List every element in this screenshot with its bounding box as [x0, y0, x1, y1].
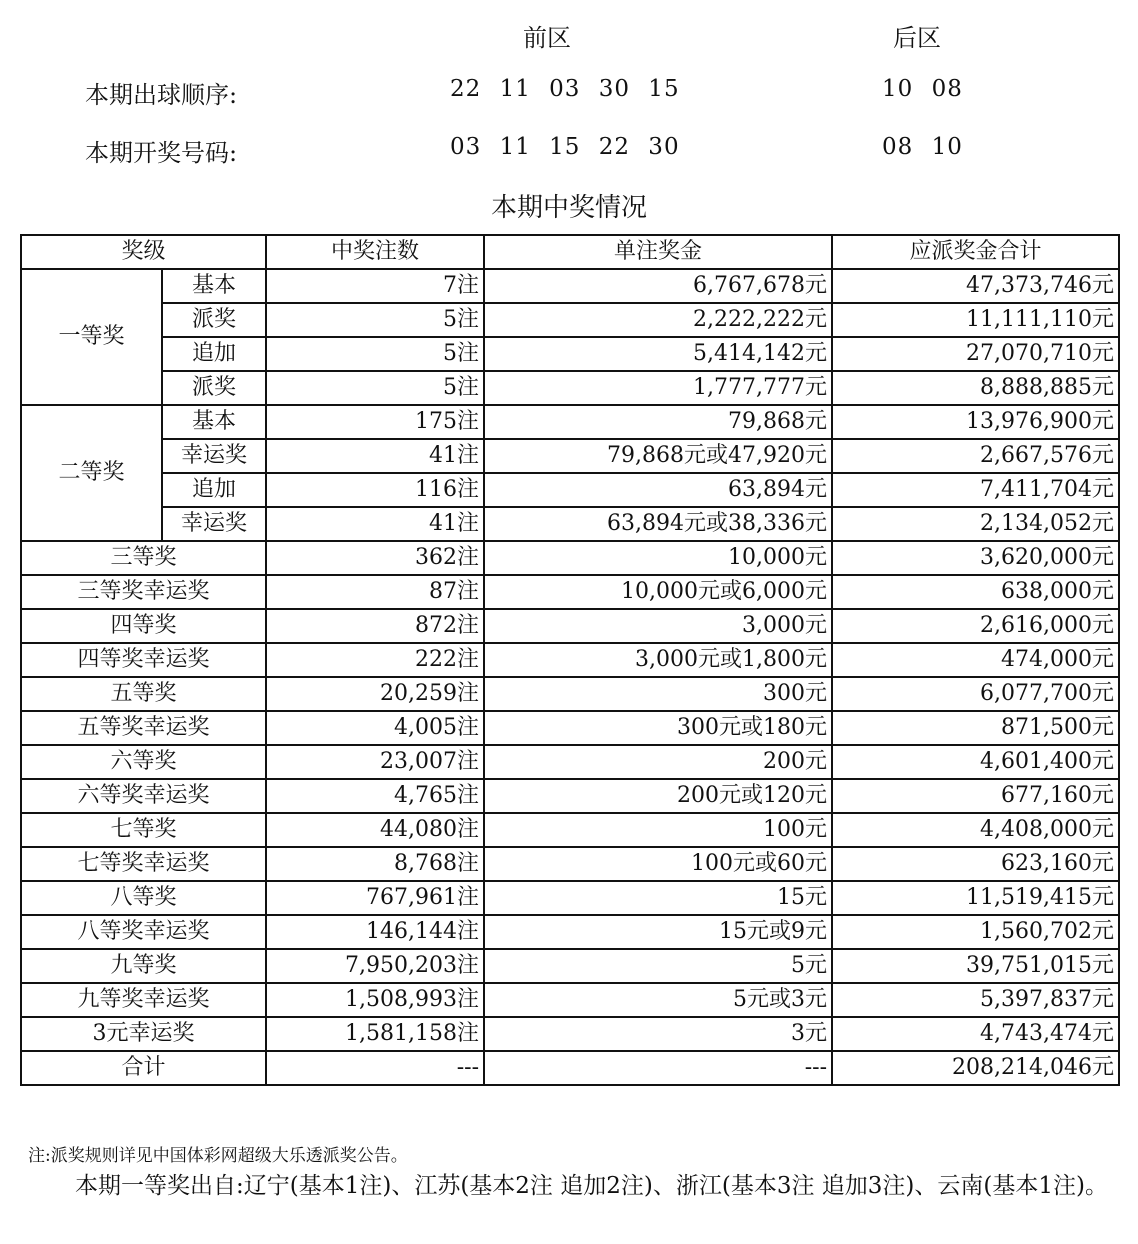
count-cell: 5注 — [266, 337, 484, 371]
count-cell: 44,080注 — [266, 813, 484, 847]
unit-prize-cell: 2,222,222元 — [484, 303, 832, 337]
prize-level-cell: 五等奖 — [21, 677, 266, 711]
prize-level-cell: 3元幸运奖 — [21, 1017, 266, 1051]
header-level: 奖级 — [21, 235, 266, 269]
unit-prize-cell: 100元或60元 — [484, 847, 832, 881]
prize-level-cell: 六等奖幸运奖 — [21, 779, 266, 813]
count-cell: 8,768注 — [266, 847, 484, 881]
table-row — [21, 1017, 1119, 1051]
total-count: --- — [266, 1051, 484, 1085]
sub-level: 派奖 — [162, 371, 266, 405]
prize-level-cell: 六等奖 — [21, 745, 266, 779]
table-header-row — [21, 235, 1119, 269]
table-row — [21, 779, 1119, 813]
prize-level-cell: 九等奖幸运奖 — [21, 983, 266, 1017]
unit-prize-cell: 3,000元 — [484, 609, 832, 643]
count-cell: 20,259注 — [266, 677, 484, 711]
table-row — [21, 371, 1119, 405]
count-cell: 41注 — [266, 507, 484, 541]
unit-prize-cell: 79,868元或47,920元 — [484, 439, 832, 473]
prize-level-cell: 八等奖 — [21, 881, 266, 915]
unit-prize-cell: 63,894元 — [484, 473, 832, 507]
total-prize-cell: 6,077,700元 — [832, 677, 1119, 711]
section-title: 本期中奖情况 — [490, 193, 647, 223]
total-prize-cell: 11,111,110元 — [832, 303, 1119, 337]
sub-level: 幸运奖 — [162, 439, 266, 473]
total-prize-cell: 871,500元 — [832, 711, 1119, 745]
unit-prize-cell: 5元或3元 — [484, 983, 832, 1017]
unit-prize-cell: 10,000元或6,000元 — [484, 575, 832, 609]
prize-level-cell: 七等奖幸运奖 — [21, 847, 266, 881]
total-prize-cell: 4,601,400元 — [832, 745, 1119, 779]
count-cell: 116注 — [266, 473, 484, 507]
unit-prize-cell: 1,777,777元 — [484, 371, 832, 405]
table-row — [21, 337, 1119, 371]
total-prize-cell: 5,397,837元 — [832, 983, 1119, 1017]
count-cell: 7,950,203注 — [266, 949, 484, 983]
table-row — [21, 303, 1119, 337]
sub-level: 追加 — [162, 337, 266, 371]
prize-table — [20, 234, 1120, 1086]
winning-front-numbers: 03 11 15 22 30 — [450, 134, 680, 160]
count-cell: 767,961注 — [266, 881, 484, 915]
total-prize-cell: 27,070,710元 — [832, 337, 1119, 371]
count-cell: 146,144注 — [266, 915, 484, 949]
total-prize-cell: 4,408,000元 — [832, 813, 1119, 847]
second-prize-label: 二等奖 — [21, 405, 162, 541]
count-cell: 5注 — [266, 371, 484, 405]
total-prize-cell: 11,519,415元 — [832, 881, 1119, 915]
total-prize-cell: 2,667,576元 — [832, 439, 1119, 473]
table-row — [21, 711, 1119, 745]
table-row — [21, 915, 1119, 949]
prize-level-cell: 七等奖 — [21, 813, 266, 847]
unit-prize-cell: 6,767,678元 — [484, 269, 832, 303]
count-cell: 41注 — [266, 439, 484, 473]
table-row — [21, 643, 1119, 677]
unit-prize-cell: 15元或9元 — [484, 915, 832, 949]
winning-back-numbers: 08 10 — [882, 134, 963, 160]
back-zone-label: 后区 — [893, 24, 941, 52]
total-prize-cell: 47,373,746元 — [832, 269, 1119, 303]
total-label: 合计 — [21, 1051, 266, 1085]
unit-prize-cell: 100元 — [484, 813, 832, 847]
table-row — [21, 473, 1119, 507]
count-cell: 4,765注 — [266, 779, 484, 813]
unit-prize-cell: 10,000元 — [484, 541, 832, 575]
count-cell: 87注 — [266, 575, 484, 609]
total-unit: --- — [484, 1051, 832, 1085]
sub-level: 追加 — [162, 473, 266, 507]
prize-level-cell: 三等奖 — [21, 541, 266, 575]
unit-prize-cell: 200元或120元 — [484, 779, 832, 813]
header-count: 中奖注数 — [266, 235, 484, 269]
total-prize-cell: 2,616,000元 — [832, 609, 1119, 643]
draw-order-label: 本期出球顺序: — [85, 81, 238, 109]
unit-prize-cell: 5元 — [484, 949, 832, 983]
count-cell: 5注 — [266, 303, 484, 337]
table-row — [21, 405, 1119, 439]
unit-prize-cell: 300元 — [484, 677, 832, 711]
first-prize-label: 一等奖 — [21, 269, 162, 405]
total-prize-cell: 7,411,704元 — [832, 473, 1119, 507]
prize-level-cell: 九等奖 — [21, 949, 266, 983]
total-prize-cell: 638,000元 — [832, 575, 1119, 609]
table-row — [21, 541, 1119, 575]
table-row — [21, 881, 1119, 915]
sub-level: 派奖 — [162, 303, 266, 337]
prize-level-cell: 四等奖幸运奖 — [21, 643, 266, 677]
table-row — [21, 847, 1119, 881]
table-row — [21, 983, 1119, 1017]
total-prize-cell: 623,160元 — [832, 847, 1119, 881]
total-prize-cell: 2,134,052元 — [832, 507, 1119, 541]
count-cell: 7注 — [266, 269, 484, 303]
table-row — [21, 269, 1119, 303]
unit-prize-cell: 3元 — [484, 1017, 832, 1051]
total-prize-cell: 677,160元 — [832, 779, 1119, 813]
unit-prize-cell: 300元或180元 — [484, 711, 832, 745]
table-row — [21, 677, 1119, 711]
unit-prize-cell: 79,868元 — [484, 405, 832, 439]
sub-level: 幸运奖 — [162, 507, 266, 541]
count-cell: 1,581,158注 — [266, 1017, 484, 1051]
unit-prize-cell: 200元 — [484, 745, 832, 779]
count-cell: 1,508,993注 — [266, 983, 484, 1017]
total-prize-cell: 1,560,702元 — [832, 915, 1119, 949]
unit-prize-cell: 5,414,142元 — [484, 337, 832, 371]
total-prize-cell: 474,000元 — [832, 643, 1119, 677]
prize-level-cell: 三等奖幸运奖 — [21, 575, 266, 609]
winning-numbers-label: 本期开奖号码: — [85, 139, 238, 167]
count-cell: 362注 — [266, 541, 484, 575]
count-cell: 222注 — [266, 643, 484, 677]
total-prize-cell: 4,743,474元 — [832, 1017, 1119, 1051]
count-cell: 23,007注 — [266, 745, 484, 779]
footnote: 注:派奖规则详见中国体彩网超级大乐透派奖公告。 — [28, 1146, 408, 1166]
table-row — [21, 507, 1119, 541]
table-row — [21, 813, 1119, 847]
front-zone-label: 前区 — [523, 24, 571, 52]
unit-prize-cell: 3,000元或1,800元 — [484, 643, 832, 677]
sub-level: 基本 — [162, 269, 266, 303]
header-unit-prize: 单注奖金 — [484, 235, 832, 269]
table-row — [21, 949, 1119, 983]
draw-order-back-numbers: 10 08 — [882, 76, 963, 102]
prize-level-cell: 五等奖幸运奖 — [21, 711, 266, 745]
total-prize-cell: 8,888,885元 — [832, 371, 1119, 405]
total-prize-cell: 13,976,900元 — [832, 405, 1119, 439]
table-row — [21, 745, 1119, 779]
table-total-row — [21, 1051, 1119, 1085]
total-prize-cell: 39,751,015元 — [832, 949, 1119, 983]
grand-total: 208,214,046元 — [832, 1051, 1119, 1085]
prize-level-cell: 八等奖幸运奖 — [21, 915, 266, 949]
count-cell: 4,005注 — [266, 711, 484, 745]
total-prize-cell: 3,620,000元 — [832, 541, 1119, 575]
first-prize-origin-paragraph: 本期一等奖出自:辽宁(基本1注)、江苏(基本2注 追加2注)、浙江(基本3注 追加3注)、云南(基本1注)。 — [75, 1173, 1108, 1199]
prize-level-cell: 四等奖 — [21, 609, 266, 643]
count-cell: 175注 — [266, 405, 484, 439]
sub-level: 基本 — [162, 405, 266, 439]
unit-prize-cell: 15元 — [484, 881, 832, 915]
draw-order-front-numbers: 22 11 03 30 15 — [450, 76, 680, 102]
table-row — [21, 609, 1119, 643]
table-row — [21, 575, 1119, 609]
table-row — [21, 439, 1119, 473]
unit-prize-cell: 63,894元或38,336元 — [484, 507, 832, 541]
count-cell: 872注 — [266, 609, 484, 643]
header-total-prize: 应派奖金合计 — [832, 235, 1119, 269]
